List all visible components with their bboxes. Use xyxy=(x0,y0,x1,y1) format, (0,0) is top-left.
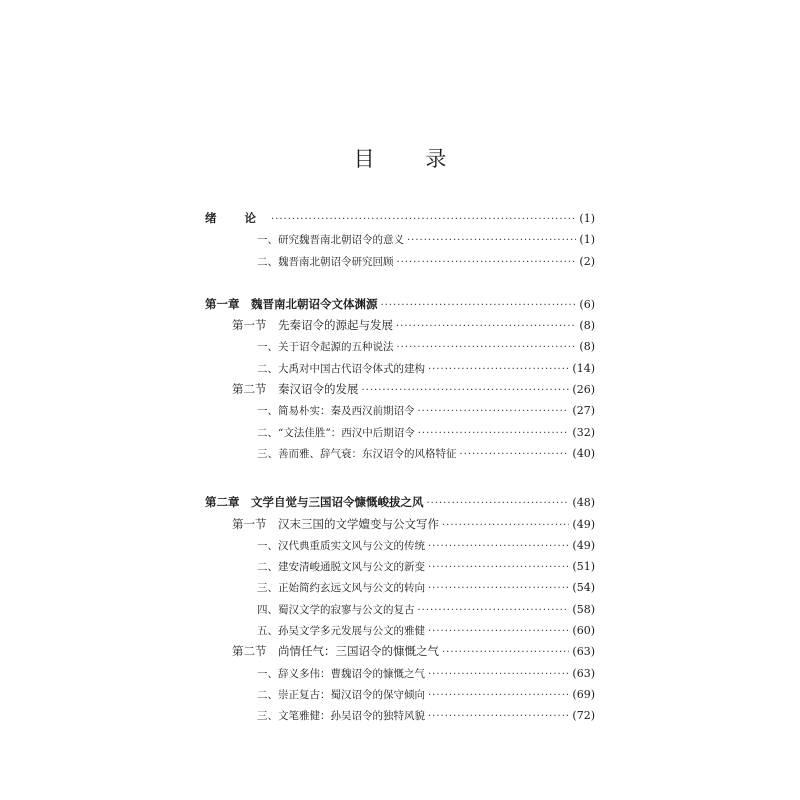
dot-leader xyxy=(442,642,569,663)
toc-subsection-label: 二、魏晋南北朝诏令研究回顾 xyxy=(257,255,394,268)
toc-subsection-label: 一、研究魏晋南北朝诏令的意义 xyxy=(257,234,404,247)
toc-subsection-label: 一、汉代典重质实文风与公文的传统 xyxy=(257,539,425,552)
dot-leader xyxy=(428,359,569,380)
toc-subsection-label: 四、蜀汉文学的寂寥与公文的复古 xyxy=(257,603,415,616)
page-number: (40) xyxy=(572,446,595,460)
toc-subsection[interactable] xyxy=(205,577,595,598)
section-spacer xyxy=(205,272,595,294)
toc-chapter[interactable] xyxy=(205,492,595,513)
dot-leader xyxy=(428,578,569,599)
toc-subsection[interactable] xyxy=(205,705,595,726)
dot-leader xyxy=(418,423,570,444)
section-spacer xyxy=(205,464,595,492)
dot-leader xyxy=(428,685,569,706)
page-number: (26) xyxy=(572,383,595,397)
toc-subsection-label: 一、简易朴实：秦及西汉前期诏令 xyxy=(257,405,415,418)
toc-subsection-label: 二、大禹对中国古代诏令体式的建构 xyxy=(257,362,425,375)
page-number: (1) xyxy=(579,212,595,225)
toc-subsection[interactable] xyxy=(205,229,595,250)
dot-leader xyxy=(428,706,569,727)
toc-subsection[interactable] xyxy=(205,358,595,379)
page-number: (27) xyxy=(572,404,595,418)
toc-subsection[interactable] xyxy=(205,535,595,556)
page-title: 目 录 xyxy=(353,147,469,171)
toc-section[interactable] xyxy=(205,315,595,336)
dot-leader xyxy=(428,664,569,685)
toc-chapter[interactable] xyxy=(205,208,595,229)
page-number: (72) xyxy=(572,709,595,723)
toc-subsection[interactable] xyxy=(205,443,595,464)
toc-subsection-label: 二、建安清峻通脱文风与公文的新变 xyxy=(257,561,425,574)
toc-subsection[interactable] xyxy=(205,663,595,684)
page-number: (49) xyxy=(572,538,595,552)
toc-subsection[interactable] xyxy=(205,400,595,421)
toc-subsection[interactable] xyxy=(205,620,595,641)
page-number: (8) xyxy=(579,340,595,354)
toc-section[interactable] xyxy=(205,514,595,535)
toc-section-label: 第一节 先秦诏令的源起与发展 xyxy=(232,318,393,333)
page-number: (2) xyxy=(579,254,595,268)
dot-leader xyxy=(362,380,570,401)
toc-subsection-label: 一、辞义多伟：曹魏诏令的慷慨之气 xyxy=(257,667,425,680)
toc-subsection[interactable] xyxy=(205,251,595,272)
dot-leader xyxy=(418,401,570,422)
toc-section[interactable] xyxy=(205,379,595,400)
toc-chapter[interactable] xyxy=(205,294,595,315)
toc-subsection[interactable] xyxy=(205,336,595,357)
toc-chapter-label: 绪 论 xyxy=(205,211,269,225)
toc-section[interactable] xyxy=(205,641,595,662)
dot-leader xyxy=(428,621,569,642)
toc-subsection-label: 二、崇正复古：蜀汉诏令的保守倾向 xyxy=(257,688,425,701)
page-number: (63) xyxy=(572,645,595,659)
dot-leader xyxy=(427,493,570,514)
dot-leader xyxy=(428,536,569,557)
toc-subsection-label: 一、关于诏令起源的五种说法 xyxy=(257,341,394,354)
page-number: (51) xyxy=(572,560,595,574)
dot-leader xyxy=(407,230,576,251)
dot-leader xyxy=(428,557,569,578)
page-number: (14) xyxy=(572,361,595,375)
toc-subsection[interactable] xyxy=(205,422,595,443)
dot-leader xyxy=(381,295,577,316)
toc-subsection[interactable] xyxy=(205,684,595,705)
toc-subsection[interactable] xyxy=(205,599,595,620)
toc-chapter-label: 第二章 文学自觉与三国诏令慷慨峻拔之风 xyxy=(205,495,424,510)
dot-leader xyxy=(396,316,576,337)
dot-leader xyxy=(397,252,577,273)
page-number: (60) xyxy=(572,624,595,638)
page-number: (6) xyxy=(579,297,595,311)
page-number: (58) xyxy=(572,602,595,616)
dot-leader xyxy=(460,444,570,465)
toc-chapter-label: 第一章 魏晋南北朝诏令文体渊源 xyxy=(205,296,378,311)
dot-leader xyxy=(271,209,576,230)
page-number: (48) xyxy=(572,496,595,510)
page-number: (1) xyxy=(579,233,595,247)
toc-section-label: 第二节 秦汉诏令的发展 xyxy=(232,382,359,397)
toc-subsection[interactable] xyxy=(205,556,595,577)
toc-section-label: 第二节 尚情任气：三国诏令的慷慨之气 xyxy=(232,644,439,659)
dot-leader xyxy=(397,337,577,358)
toc-subsection-label: 三、善而雅、辞气衰：东汉诏令的风格特征 xyxy=(257,447,457,460)
toc-subsection-label: 二、“文法佳胜”：西汉中后期诏令 xyxy=(257,426,415,439)
page-number: (69) xyxy=(572,687,595,701)
page-number: (49) xyxy=(572,517,595,531)
page-number: (32) xyxy=(572,425,595,439)
toc-subsection-label: 三、正始简约玄远文风与公文的转向 xyxy=(257,582,425,595)
table-of-contents xyxy=(205,208,595,727)
page-number: (63) xyxy=(572,666,595,680)
dot-leader xyxy=(418,600,570,621)
page-number: (8) xyxy=(579,319,595,333)
dot-leader xyxy=(442,515,569,536)
toc-section-label: 第一节 汉末三国的文学嬗变与公文写作 xyxy=(232,516,439,531)
toc-subsection-label: 三、文笔雅健：孙吴诏令的独特风貌 xyxy=(257,710,425,723)
page-number: (54) xyxy=(572,581,595,595)
toc-subsection-label: 五、孙吴文学多元发展与公文的雅健 xyxy=(257,625,425,638)
